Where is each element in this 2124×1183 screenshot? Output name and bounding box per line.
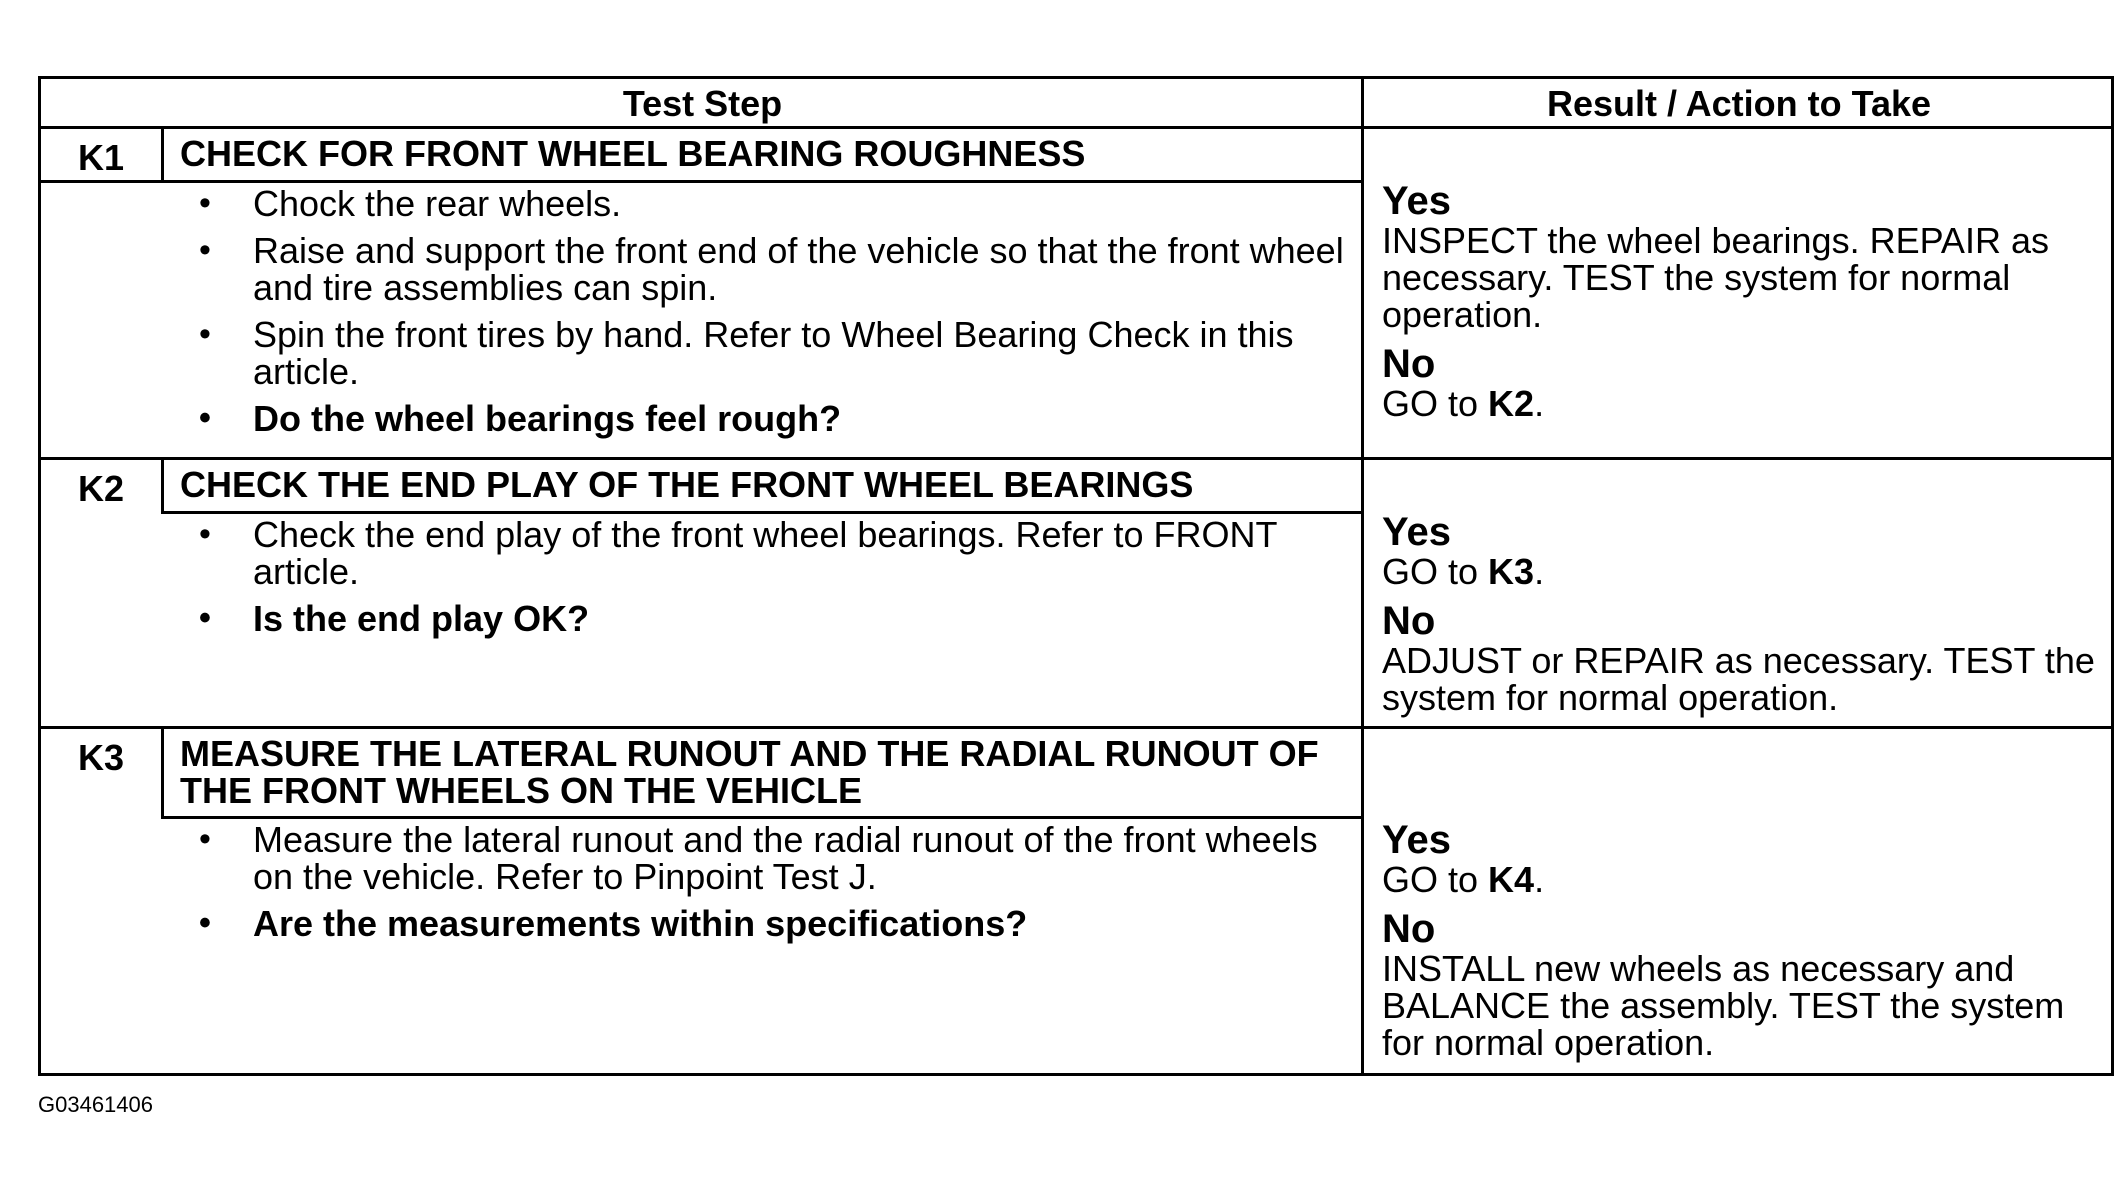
yes-label: Yes [1382, 510, 1451, 554]
row-result-k3 [1364, 819, 2108, 1071]
step-question: • Is the end play OK? [181, 600, 1361, 637]
step-question: • Are the measurements within specifications? [181, 905, 1361, 942]
row-title-k3: MEASURE THE LATERAL RUNOUT AND THE RADIAL RUNOUT OF THE FRONT WHEELS ON THE VEHICLE [180, 733, 1319, 811]
row-result-k2 [1364, 511, 2108, 726]
yes-action: GO to K3. [1382, 551, 1545, 592]
result-action-header: Result / Action to Take [1546, 82, 1932, 124]
step-item: • Spin the front tires by hand. Refer to Wheel Bearing Check in this article. [181, 316, 1361, 390]
yes-label: Yes [1382, 818, 1451, 862]
row-result-k1 [1364, 180, 2108, 432]
yes-action: INSPECT the wheel bearings. REPAIR as necessary. TEST the system for normal operation. [1382, 220, 2049, 335]
row-id-k2: K2 [77, 468, 125, 509]
step-reference: K2 [1488, 383, 1535, 424]
row-id-k3: K3 [77, 737, 125, 778]
k1-title-separator [41, 180, 1361, 183]
yes-action: GO to K4. [1382, 859, 1545, 900]
no-label: No [1382, 599, 1436, 643]
row-steps-k2 [181, 516, 1361, 647]
step-reference: K3 [1488, 551, 1535, 592]
row-title-k1: CHECK FOR FRONT WHEEL BEARING ROUGHNESS [180, 133, 1086, 174]
test-step-header: Test Step [622, 82, 783, 124]
row-steps-k1 [181, 185, 1361, 447]
step-item: • Chock the rear wheels. [181, 185, 1361, 222]
no-label: No [1382, 907, 1436, 951]
figure-code: G03461406 [38, 1092, 153, 1117]
no-action: INSTALL new wheels as necessary and BALANCE the assembly. TEST the system for normal operation. [1382, 948, 2065, 1063]
step-item: • Measure the lateral runout and the radial runout of the front wheels on the vehicle. Refer to Pinpoint Test J. [181, 821, 1361, 895]
row-steps-k3 [181, 821, 1361, 952]
row-title-k2: CHECK THE END PLAY OF THE FRONT WHEEL BEARINGS [180, 464, 1194, 505]
yes-label: Yes [1382, 179, 1451, 223]
step-question: • Do the wheel bearings feel rough? [181, 400, 1361, 437]
no-action: ADJUST or REPAIR as necessary. TEST the system for normal operation. [1382, 640, 2095, 718]
step-item: • Check the end play of the front wheel bearings. Refer to FRONT article. [181, 516, 1361, 590]
row-id-k1: K1 [77, 137, 125, 178]
no-action: GO to K2. [1382, 383, 1545, 424]
no-label: No [1382, 342, 1436, 386]
diagnostic-table [38, 76, 2114, 1076]
step-item: • Raise and support the front end of the vehicle so that the front wheel and tire assemblies can spin. [181, 232, 1361, 306]
step-reference: K4 [1488, 859, 1535, 900]
